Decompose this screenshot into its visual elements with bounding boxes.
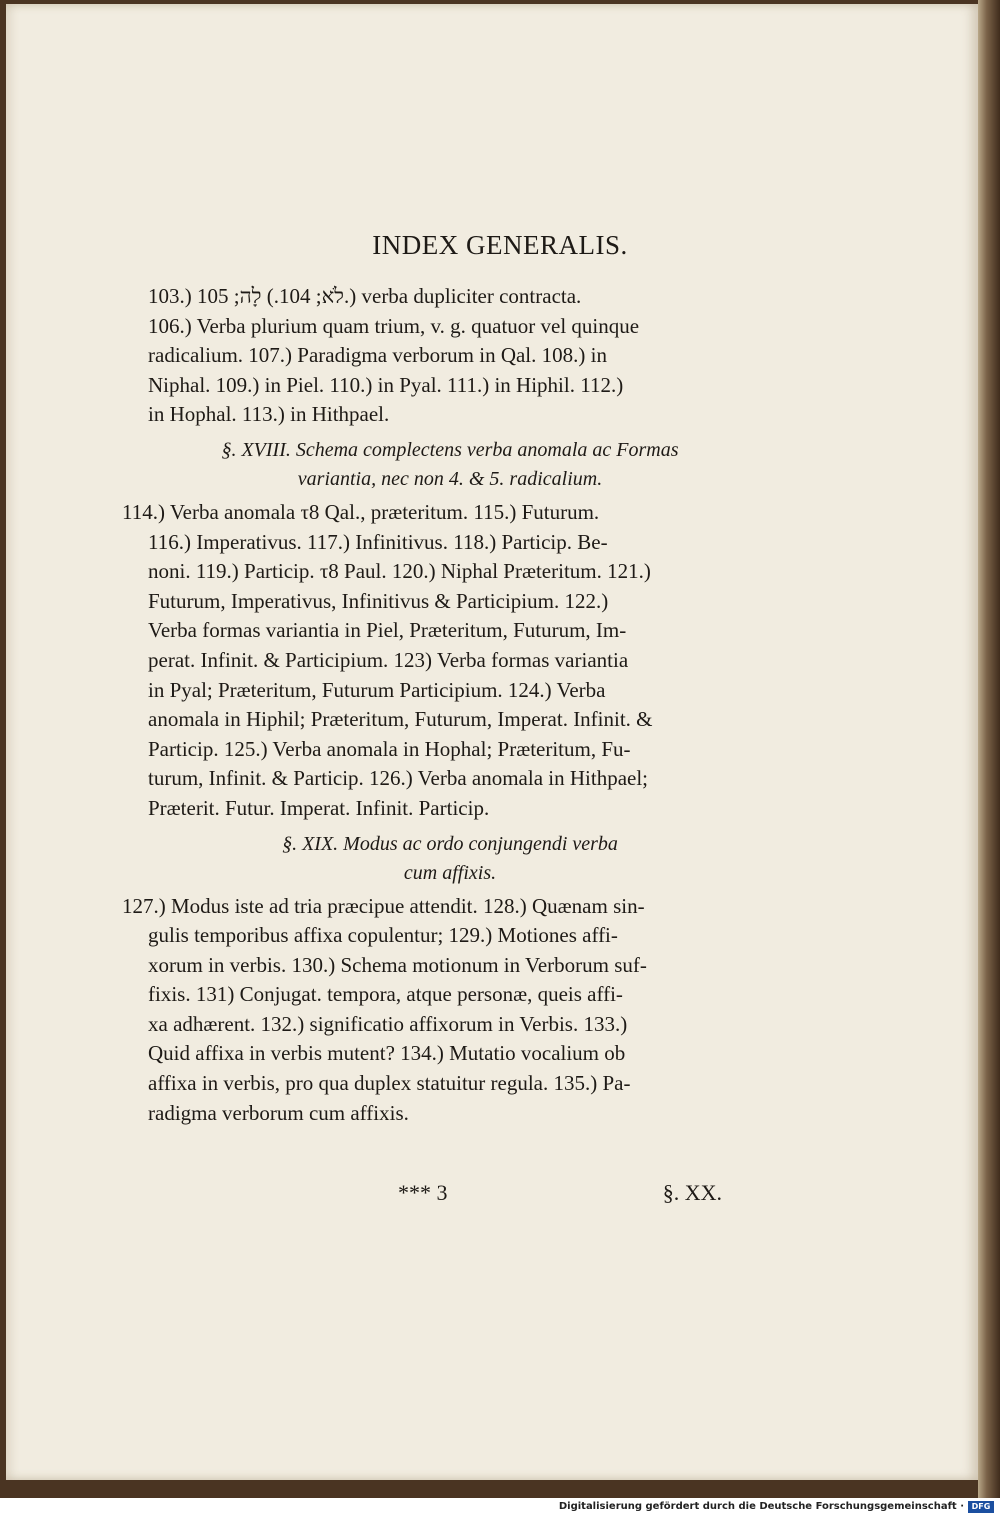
index-line: radigma verborum cum affixis. <box>148 1100 409 1125</box>
index-line: in Pyal; Præteritum, Futurum Participium. 124.) Verba <box>148 677 606 702</box>
index-line: Futurum, Imperativus, Infinitivus & Participium. 122.) <box>148 588 609 613</box>
section-heading-xviii <box>148 436 752 494</box>
index-line: perat. Infinit. & Participium. 123) Verba formas variantia <box>148 647 629 672</box>
index-line: 103.) לֹא; 104.) לָה; 105.) verba dupliciter contracta. <box>148 284 582 308</box>
section-heading-line: variantia, nec non 4. & 5. radicalium. <box>297 467 603 490</box>
funding-note: Digitalisierung gefördert durch die Deutsche Forschungsgemeinschaft · <box>558 1501 964 1512</box>
running-head: INDEX GENERALIS. <box>372 230 628 260</box>
index-line: 116.) Imperativus. 117.) Infinitivus. 118.) Particip. Be- <box>148 529 608 554</box>
index-line: gulis temporibus affixa copulentur; 129.) Motiones affi- <box>148 923 618 948</box>
index-line: noni. 119.) Particip. τ8 Paul. 120.) Niphal Præteritum. 121.) <box>148 559 651 584</box>
index-line: fixis. 131) Conjugat. tempora, atque personæ, queis affi- <box>148 982 623 1007</box>
index-line: Quid affixa in verbis mutent? 134.) Mutatio vocalium ob <box>148 1041 626 1066</box>
index-line: in Hophal. 113.) in Hithpael. <box>148 402 390 427</box>
section-heading-line: §. XIX. Modus ac ordo conjungendi verba <box>282 832 618 855</box>
catchword: §. XX. <box>662 1180 722 1205</box>
index-line: Præterit. Futur. Imperat. Infinit. Particip. <box>148 795 490 820</box>
page-edge <box>978 0 1000 1498</box>
section-heading-xix <box>148 830 752 888</box>
index-line: radicalium. 107.) Paradigma verborum in Qal. 108.) in <box>148 343 607 368</box>
index-text <box>122 282 752 1128</box>
index-line: 114.) Verba anomala τ8 Qal., præteritum. 115.) Futurum. <box>122 499 600 524</box>
index-line: Verba formas variantia in Piel, Præteritum, Futurum, Im- <box>148 618 627 643</box>
signature-mark: *** 3 <box>398 1180 448 1205</box>
index-line: 106.) Verba plurium quam trium, v. g. quatuor vel quinque <box>148 313 640 338</box>
section-heading-line: §. XVIII. Schema complectens verba anomala ac Formas <box>221 438 679 461</box>
index-line: anomala in Hiphil; Præteritum, Futurum, Imperat. Infinit. & <box>148 707 653 732</box>
index-line: xorum in verbis. 130.) Schema motionum in Verborum suf- <box>148 952 647 977</box>
index-line: Niphal. 109.) in Piel. 110.) in Pyal. 111.) in Hiphil. 112.) <box>148 372 624 397</box>
index-line: Particip. 125.) Verba anomala in Hophal; Præteritum, Fu- <box>148 736 631 761</box>
index-line: 127.) Modus iste ad tria præcipue attendit. 128.) Quænam sin- <box>122 893 645 918</box>
index-line: xa adhærent. 132.) significatio affixorum in Verbis. 133.) <box>148 1011 628 1036</box>
dfg-logo: DFG <box>968 1501 994 1513</box>
index-line: turum, Infinit. & Particip. 126.) Verba anomala in Hithpael; <box>148 766 649 791</box>
page-foot <box>148 1180 752 1210</box>
index-line: affixa in verbis, pro qua duplex statuitur regula. 135.) Pa- <box>148 1071 631 1096</box>
section-heading-line: cum affixis. <box>403 861 497 884</box>
